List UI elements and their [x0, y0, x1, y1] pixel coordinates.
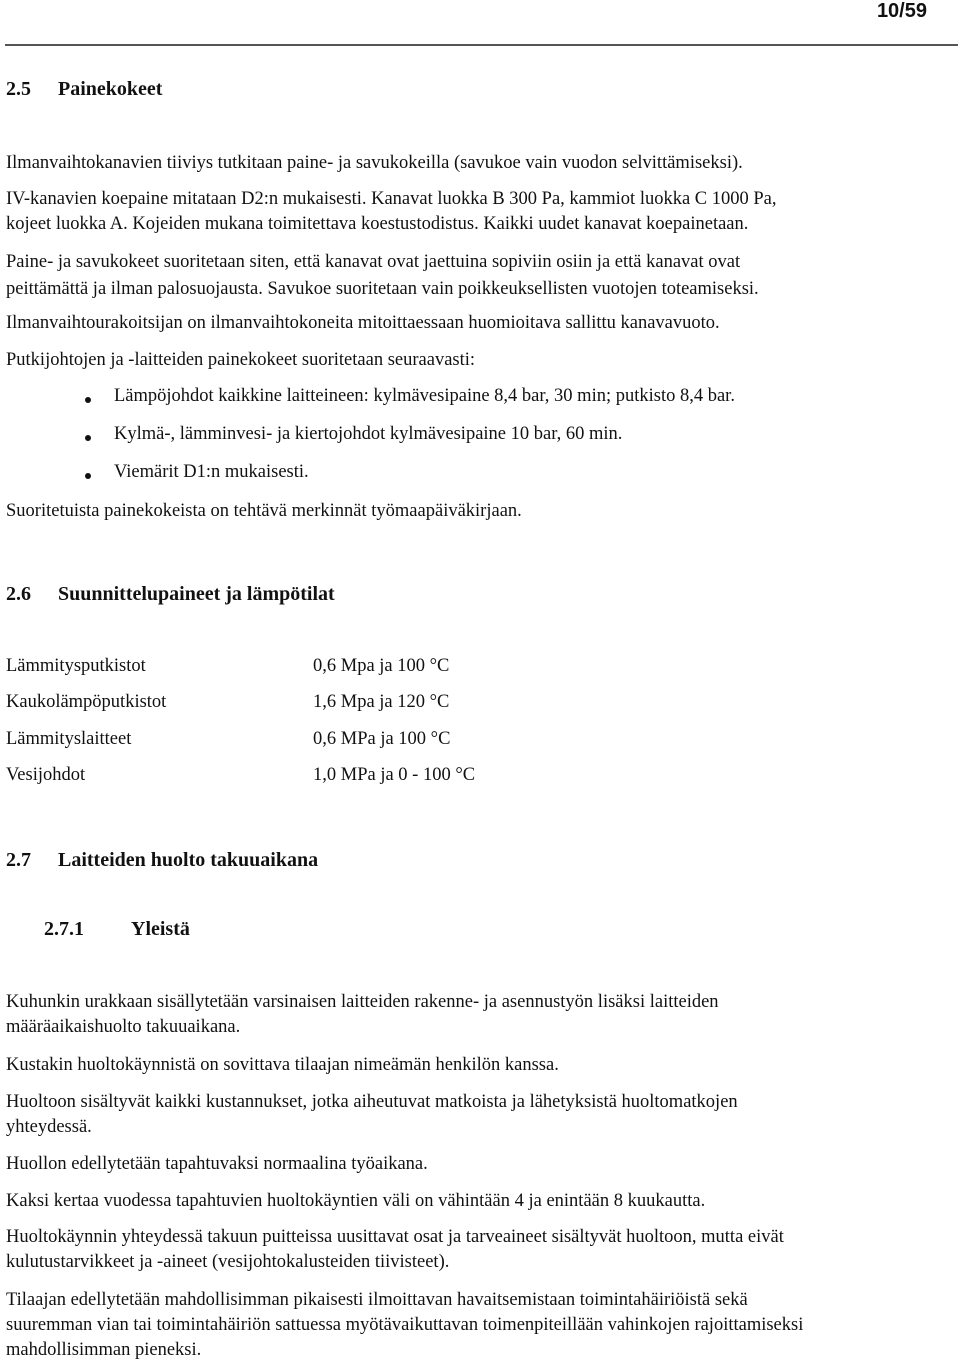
section-title: Yleistä — [131, 918, 190, 940]
list-item: Viemärit D1:n mukaisesti. — [114, 462, 309, 482]
table-row-label: Vesijohdot — [6, 765, 86, 785]
table-row-label: Lämmityslaitteet — [6, 729, 132, 749]
paragraph: Huoltoon sisältyvät kaikki kustannukset, jotka aiheutuvat matkoista ja lähetyksistä huoltomatkojen — [6, 1092, 738, 1112]
section-heading-2-7 — [6, 849, 318, 872]
table-row-value: 0,6 MPa ja 100 °C — [313, 729, 451, 749]
paragraph: Ilmanvaihtokanavien tiiviys tutkitaan paine- ja savukokeilla (savukoe vain vuodon selvittämiseksi). — [6, 153, 743, 173]
paragraph: kojeet luokka A. Kojeiden mukana toimitettava koestustodistus. Kaikki uudet kanavat koepainetaan. — [6, 214, 749, 234]
paragraph: peittämättä ja ilman palosuojausta. Savukoe suoritetaan vain poikkeuksellisten vuotojen toteamiseksi. — [6, 279, 759, 299]
paragraph: Suoritetuista painekokeista on tehtävä merkinnät työmaapäiväkirjaan. — [6, 501, 522, 521]
table-row-label: Kaukolämpöputkistot — [6, 692, 167, 712]
section-number: 2.7.1 — [44, 918, 84, 940]
paragraph: IV-kanavien koepaine mitataan D2:n mukaisesti. Kanavat luokka B 300 Pa, kammiot luokka C 1000 Pa, — [6, 189, 777, 209]
paragraph: yhteydessä. — [6, 1117, 92, 1137]
paragraph: Ilmanvaihtourakoitsijan on ilmanvaihtokoneita mitoittaessaan huomioitava sallittu kanavavuoto. — [6, 313, 720, 333]
paragraph: Kustakin huoltokäynnistä on sovittava tilaajan nimeämän henkilön kanssa. — [6, 1055, 559, 1075]
section-title: Suunnittelupaineet ja lämpötilat — [58, 583, 335, 605]
paragraph: määräaikaishuolto takuuaikana. — [6, 1017, 241, 1037]
paragraph: suuremman vian tai toimintahäiriön sattuessa myötävaikuttavan toimenpiteillään vahinkojen rajoittamiseksi — [6, 1315, 804, 1335]
section-title: Painekokeet — [58, 78, 163, 100]
bullet-icon — [85, 473, 91, 479]
list-item: Kylmä-, lämminvesi- ja kiertojohdot kylmävesipaine 10 bar, 60 min. — [114, 424, 623, 444]
paragraph: Huoltokäynnin yhteydessä takuun puitteissa uusittavat osat ja tarveaineet sisältyvät huoltoon, mutta eivät — [6, 1227, 784, 1247]
bullet-icon — [85, 397, 91, 403]
table-row-value: 1,0 MPa ja 0 - 100 °C — [313, 765, 476, 785]
paragraph: Huollon edellytetään tapahtuvaksi normaalina työaikana. — [6, 1154, 428, 1174]
section-heading-2-5 — [6, 78, 162, 101]
paragraph: kulutustarvikkeet ja -aineet (vesijohtokalusteiden tiivisteet). — [6, 1252, 450, 1272]
list-item: Lämpöjohdot kaikkine laitteineen: kylmävesipaine 8,4 bar, 30 min; putkisto 8,4 bar. — [114, 386, 735, 406]
paragraph: Kuhunkin urakkaan sisällytetään varsinaisen laitteiden rakenne- ja asennustyön lisäksi laitteiden — [6, 992, 719, 1012]
paragraph: mahdollisimman pieneksi. — [6, 1340, 202, 1360]
section-number: 2.5 — [6, 78, 31, 100]
table-row-label: Lämmitysputkistot — [6, 656, 146, 676]
table-row-value: 1,6 Mpa ja 120 °C — [313, 692, 450, 712]
paragraph: Putkijohtojen ja -laitteiden painekokeet suoritetaan seuraavasti: — [6, 350, 476, 370]
table-row-value: 0,6 Mpa ja 100 °C — [313, 656, 450, 676]
header-divider — [5, 44, 958, 46]
page-number: 10/59 — [876, 0, 927, 22]
section-heading-2-6 — [6, 583, 335, 606]
bullet-icon — [85, 435, 91, 441]
section-number: 2.7 — [6, 849, 31, 871]
paragraph: Paine- ja savukokeet suoritetaan siten, että kanavat ovat jaettuina sopiviin osiin ja että kanavat ovat — [6, 252, 741, 272]
paragraph: Kaksi kertaa vuodessa tapahtuvien huoltokäyntien väli on vähintään 4 ja enintään 8 kuukautta. — [6, 1191, 706, 1211]
section-heading-2-7-1 — [44, 918, 190, 941]
paragraph: Tilaajan edellytetään mahdollisimman pikaisesti ilmoittavan havaitsemistaan toimintahäiriöistä sekä — [6, 1290, 748, 1310]
section-title: Laitteiden huolto takuuaikana — [58, 849, 319, 871]
section-number: 2.6 — [6, 583, 31, 605]
